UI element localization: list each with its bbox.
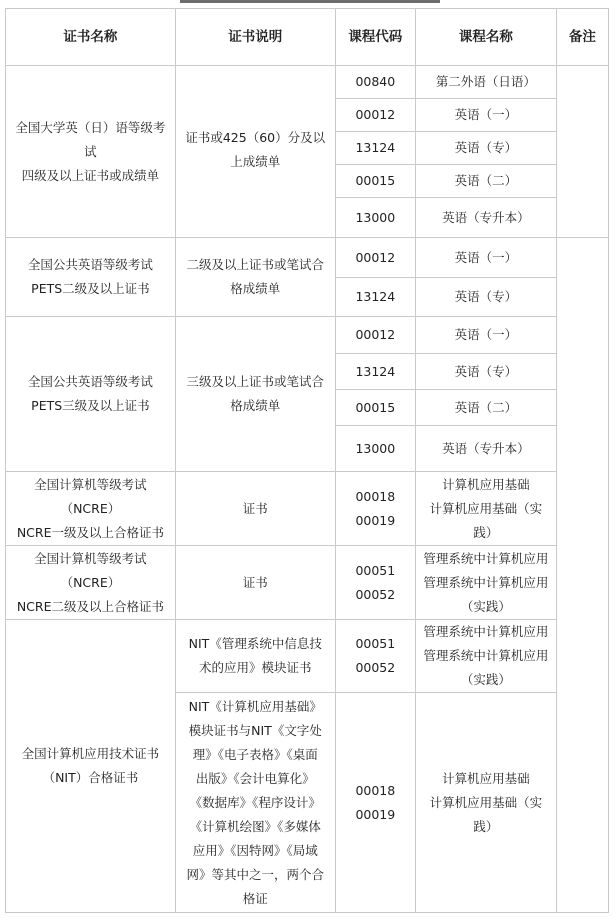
course-code: 00012 <box>355 107 396 122</box>
course-name-cell <box>416 165 557 198</box>
cert-name-line: NCRE一级及以上合格证书 <box>16 524 164 540</box>
cert-name-line: 全国计算机等级考试 <box>34 550 147 566</box>
course-code: 13124 <box>355 140 396 155</box>
cert-name-cell <box>6 238 176 317</box>
cert-desc-cell <box>175 620 335 693</box>
header-course-name: 课程名称 <box>416 9 557 66</box>
course-name: 英语（专） <box>454 289 518 304</box>
course-code: 00019 <box>355 806 396 822</box>
cert-desc-line: 模块证书与NIT《文字处 <box>188 722 322 738</box>
cert-name-line: 全国计算机应用技术证书 <box>21 746 160 761</box>
header-cert-name: 证书名称 <box>6 9 176 66</box>
cert-desc-line: 《数据库》《程序设计》 <box>189 794 321 810</box>
course-name: 践） <box>473 818 499 834</box>
course-name-cell <box>416 99 557 132</box>
course-code-cell <box>335 99 415 132</box>
course-code: 13000 <box>355 209 396 225</box>
course-name-cell <box>416 546 557 620</box>
course-name-cell <box>416 278 557 317</box>
course-name: 计算机应用基础 <box>442 476 530 492</box>
table-row <box>6 317 609 354</box>
course-code: 00012 <box>355 327 396 342</box>
cert-desc-line: 上成绩单 <box>230 154 281 169</box>
cert-name-line: PETS三级及以上证书 <box>31 398 150 413</box>
course-code-cell <box>335 66 415 99</box>
course-name: 英语（二） <box>454 173 518 188</box>
course-name: （实践） <box>460 672 511 687</box>
table-row <box>6 620 609 693</box>
header-remark: 备注 <box>556 9 608 66</box>
cert-desc-line: 网》等其中之一，两个合 <box>186 866 324 882</box>
course-code: 13124 <box>355 289 396 304</box>
course-code: 00015 <box>355 399 396 415</box>
course-code: 00840 <box>355 74 396 89</box>
cert-name-line: 全国公共英语等级考试 <box>27 257 153 272</box>
header-course-code: 课程代码 <box>335 9 415 66</box>
cert-desc-line: 三级及以上证书或笔试合 <box>186 374 324 389</box>
course-name-cell <box>416 390 557 426</box>
cert-desc-line: NIT《管理系统中信息技 <box>188 636 322 651</box>
course-name: 英语（专升本） <box>442 209 530 225</box>
course-name: 管理系统中计算机应用 <box>423 550 549 566</box>
cert-desc-line: 理》《电子表格》《桌面 <box>192 746 318 762</box>
course-name-cell <box>416 238 557 278</box>
course-code-cell <box>335 426 415 472</box>
cert-name-line: 四级及以上证书或成绩单 <box>21 167 160 183</box>
course-code: 00051 <box>355 636 396 651</box>
cert-desc-cell <box>175 546 335 620</box>
course-code-cell <box>335 390 415 426</box>
course-name: 管理系统中计算机应用 <box>423 574 549 590</box>
cert-name-cell <box>6 66 176 238</box>
course-name-cell <box>416 354 557 390</box>
cert-desc-line: 格成绩单 <box>230 281 281 296</box>
table-row <box>6 66 609 99</box>
course-name-cell <box>416 620 557 693</box>
cert-desc-line: 二级及以上证书或笔试合 <box>186 257 324 272</box>
course-name: 英语（专） <box>454 140 518 155</box>
cert-name-line: NCRE二级及以上合格证书 <box>16 598 164 614</box>
cert-name-line: 全国计算机等级考试 <box>34 476 147 492</box>
cert-desc-cell <box>175 693 335 913</box>
cert-desc-cell <box>175 238 335 317</box>
cert-desc-line: 应用》《因特网》《局域 <box>192 842 318 858</box>
cert-name-line: （NIT）合格证书 <box>42 770 139 785</box>
course-code-cell <box>335 354 415 390</box>
top-decorative-strip <box>180 0 440 3</box>
cert-desc-line: NIT《计算机应用基础》 <box>188 698 322 714</box>
course-name-cell <box>416 66 557 99</box>
course-name: 英语（一） <box>454 249 518 265</box>
cert-name-line: 全国公共英语等级考试 <box>27 374 153 389</box>
course-code: 00051 <box>355 562 396 578</box>
header-cert-desc: 证书说明 <box>175 9 335 66</box>
course-name-cell <box>416 132 557 165</box>
cert-desc-line: 格证 <box>242 890 268 906</box>
course-code-cell <box>335 132 415 165</box>
course-code: 00018 <box>355 782 396 798</box>
course-code-cell <box>335 278 415 317</box>
course-name-cell <box>416 693 557 913</box>
course-name-cell <box>416 198 557 238</box>
course-code-cell <box>335 165 415 198</box>
cert-name-line: 全国大学英（日）语等级考试 <box>15 119 166 159</box>
remark-cell <box>556 238 608 913</box>
course-name: 管理系统中计算机应用 <box>423 648 549 663</box>
cert-desc-line: 证书或425（60）分及以 <box>185 130 326 145</box>
course-name: （实践） <box>460 598 511 614</box>
cert-name-line: PETS二级及以上证书 <box>31 281 150 296</box>
course-code-cell <box>335 620 415 693</box>
course-code-cell <box>335 472 415 546</box>
course-name: 英语（专升本） <box>442 440 530 456</box>
course-name: 计算机应用基础 <box>442 770 530 786</box>
course-code: 13124 <box>355 363 396 379</box>
cert-name-cell <box>6 546 176 620</box>
table-row <box>6 472 609 546</box>
course-name: 践） <box>473 524 499 540</box>
cert-name-line: （NCRE） <box>60 574 121 590</box>
course-name: 英语（一） <box>454 327 518 342</box>
table-row <box>6 238 609 278</box>
course-name: 计算机应用基础（实 <box>429 500 543 516</box>
cert-desc-cell <box>175 66 335 238</box>
header-row <box>6 9 609 66</box>
course-code-cell <box>335 238 415 278</box>
course-code: 00019 <box>355 512 396 528</box>
cert-desc-cell <box>175 472 335 546</box>
table-row <box>6 546 609 620</box>
cert-desc-line: 术的应用》模块证书 <box>198 660 312 675</box>
course-name: 英语（专） <box>454 363 518 379</box>
cert-desc-line: 《计算机绘图》《多媒体 <box>189 818 321 834</box>
course-code-cell <box>335 317 415 354</box>
remark-cell <box>556 66 608 238</box>
cert-name-cell <box>6 620 176 913</box>
cert-desc-line: 格成绩单 <box>230 398 281 413</box>
course-name-cell <box>416 317 557 354</box>
certificate-exemption-table <box>5 8 609 913</box>
course-code-cell <box>335 198 415 238</box>
course-code: 00052 <box>355 660 396 675</box>
cert-name-line: （NCRE） <box>60 500 121 516</box>
cert-desc-line: 证书 <box>242 500 268 516</box>
course-name: 第二外语（日语） <box>435 74 536 89</box>
course-code-cell <box>335 546 415 620</box>
cert-name-cell <box>6 472 176 546</box>
course-name: 计算机应用基础（实 <box>429 794 543 810</box>
course-name-cell <box>416 426 557 472</box>
course-code-cell <box>335 693 415 913</box>
course-name: 管理系统中计算机应用 <box>423 624 549 639</box>
course-code: 13000 <box>355 440 396 456</box>
course-code: 00018 <box>355 488 396 504</box>
course-code: 00015 <box>355 173 396 188</box>
course-name: 英语（二） <box>454 399 518 415</box>
cert-name-cell <box>6 317 176 472</box>
course-code: 00052 <box>355 586 396 602</box>
cert-desc-cell <box>175 317 335 472</box>
course-name: 英语（一） <box>454 107 518 122</box>
course-code: 00012 <box>355 249 396 265</box>
cert-desc-line: 证书 <box>242 574 268 590</box>
course-name-cell <box>416 472 557 546</box>
cert-desc-line: 出版》《会计电算化》 <box>195 770 315 786</box>
